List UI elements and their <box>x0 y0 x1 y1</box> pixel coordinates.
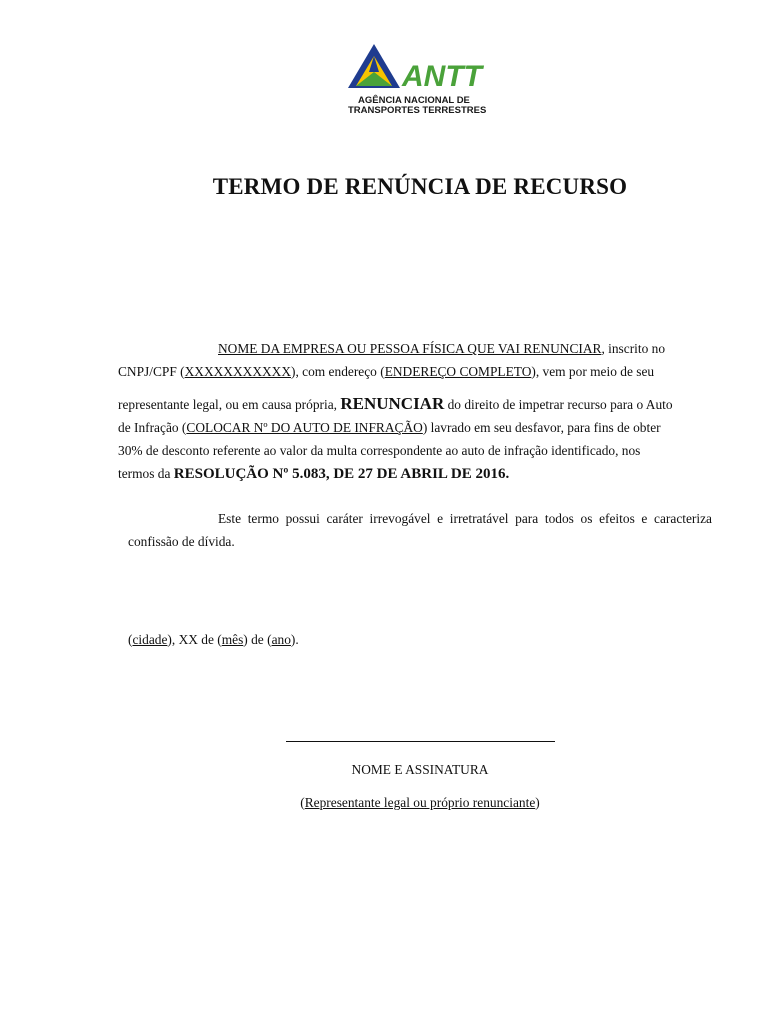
paragraph-line <box>118 360 712 383</box>
paragraph-line <box>118 337 712 360</box>
paragraph-line <box>118 416 712 439</box>
paragraph-renuncia <box>118 337 712 486</box>
signature-line <box>286 741 555 742</box>
logo-agency-line1: AGÊNCIA NACIONAL DE <box>358 95 470 106</box>
text-fragment: CNPJ/CPF ( <box>118 364 185 379</box>
text-fragment: ( <box>128 632 133 647</box>
text-fragment: , inscrito no <box>601 341 666 356</box>
paragraph-line: Este termo possui caráter irrevogável e irretratável para todos os efeitos e caracteriza <box>218 511 712 526</box>
month-placeholder: mês <box>221 632 244 647</box>
paragraph-line <box>118 462 712 486</box>
paragraph-line <box>118 392 712 416</box>
text-fragment: ), com endereço ( <box>291 364 385 379</box>
text-fragment: ), XX de ( <box>167 632 222 647</box>
paragraph-line: confissão de dívida. <box>128 534 235 549</box>
text-fragment: de Infração ( <box>118 420 187 435</box>
address-placeholder: ENDEREÇO COMPLETO <box>384 364 532 379</box>
signature-role-text: Representante legal ou próprio renunciante <box>304 795 536 810</box>
text-fragment: ( <box>300 795 305 810</box>
paragraph-irrevogavel <box>118 507 712 553</box>
document-title: TERMO DE RENÚNCIA DE RECURSO <box>212 174 628 199</box>
resolucao-reference: RESOLUÇÃO Nº 5.083, DE 27 DE ABRIL DE 2016. <box>173 466 510 482</box>
date-line <box>128 628 299 651</box>
text-fragment: ) <box>535 795 540 810</box>
signature-name-label: NOME E ASSINATURA <box>351 762 489 777</box>
signature-role-label <box>0 793 768 813</box>
cnpj-placeholder: XXXXXXXXXXX <box>184 364 291 379</box>
auto-infracao-placeholder: COLOCAR Nº DO AUTO DE INFRAÇÃO <box>186 420 423 435</box>
renunciar-keyword: RENUNCIAR <box>340 394 445 413</box>
text-fragment: do direito de impetrar recurso para o Auto <box>444 397 673 412</box>
text-fragment: representante legal, ou em causa própria, <box>118 397 341 412</box>
text-fragment: ) de ( <box>243 632 272 647</box>
company-placeholder: NOME DA EMPRESA OU PESSOA FÍSICA QUE VAI RENUNCIAR <box>218 341 602 356</box>
antt-logo <box>346 42 496 118</box>
city-placeholder: cidade <box>132 632 168 647</box>
antt-triangle-icon <box>346 42 402 92</box>
logo-agency-line2: TRANSPORTES TERRESTRES <box>348 105 487 116</box>
paragraph-line: 30% de desconto referente ao valor da multa correspondente ao auto de infração identificado, nos <box>118 443 641 458</box>
text-fragment: termos da <box>118 466 174 481</box>
text-fragment: ). <box>290 632 299 647</box>
logo-brand-text: ANTT <box>402 60 482 93</box>
year-placeholder: ano <box>271 632 291 647</box>
text-fragment: ), vem por meio de seu <box>531 364 655 379</box>
text-fragment: ) lavrado em seu desfavor, para fins de obter <box>422 420 661 435</box>
